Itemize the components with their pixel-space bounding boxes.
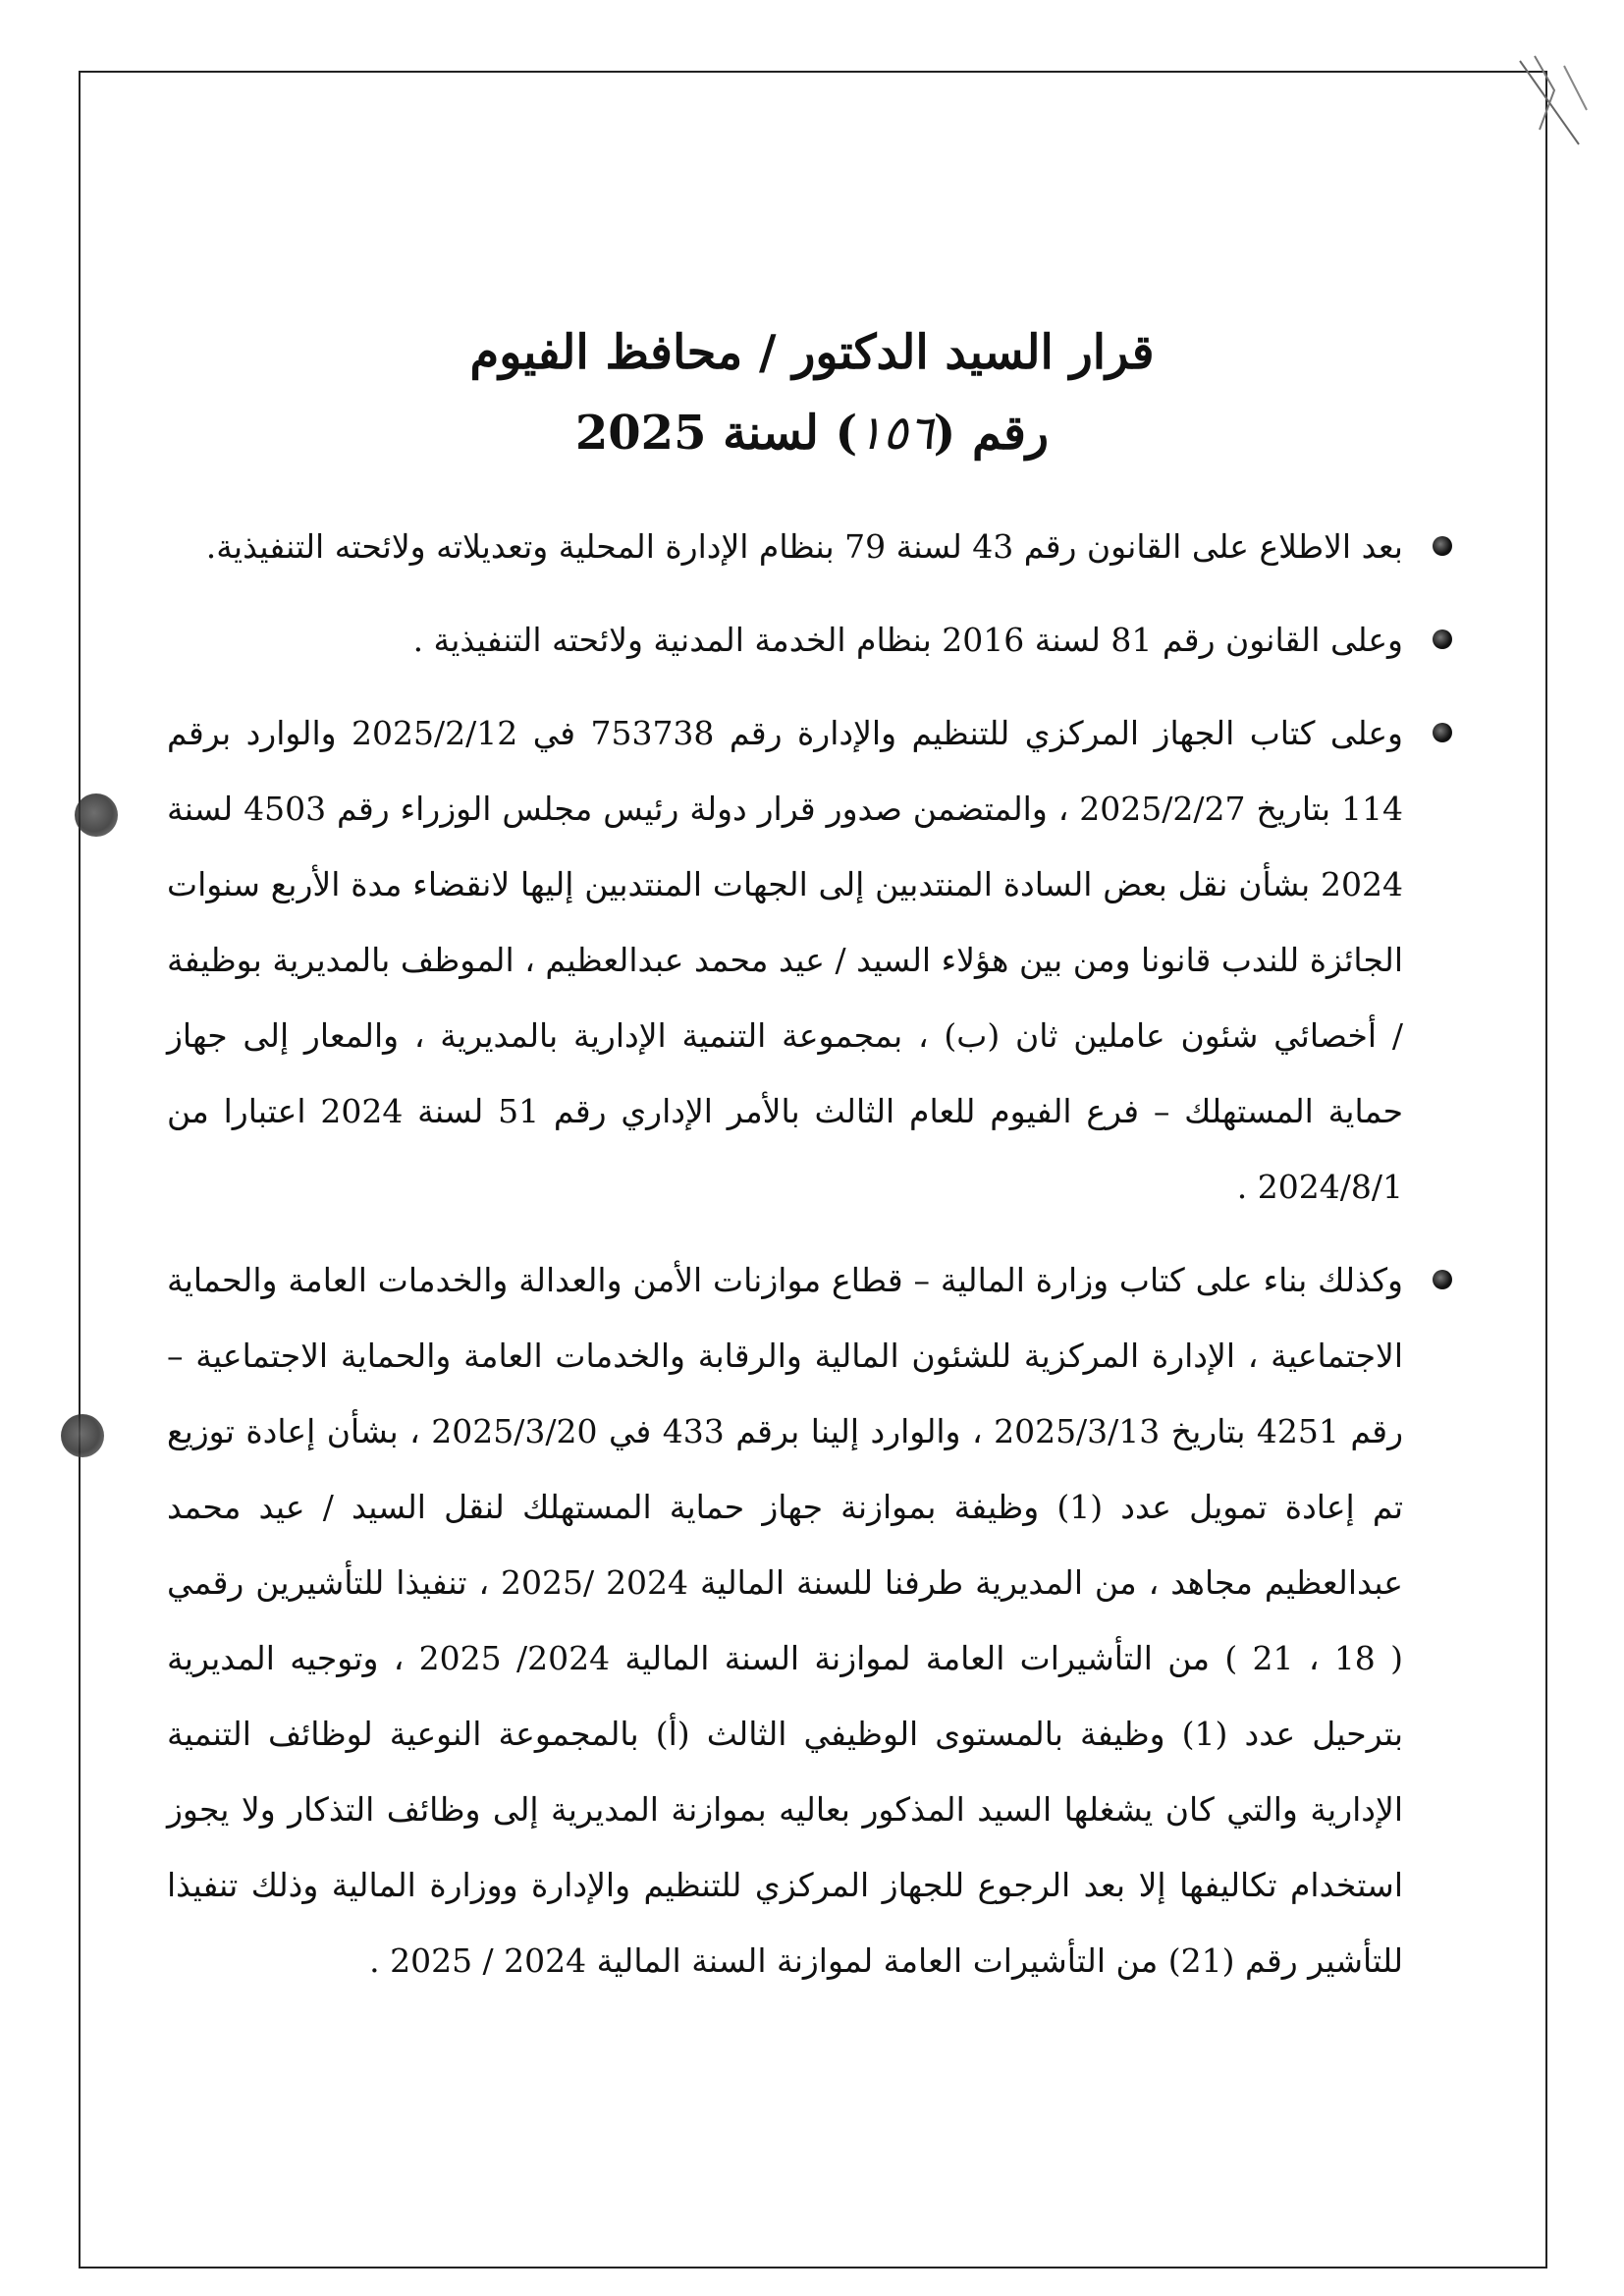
bullet-icon <box>1433 1270 1452 1289</box>
punch-hole-bottom <box>61 1414 104 1457</box>
punch-hole-top <box>75 793 118 837</box>
clause-text: وعلى كتاب الجهاز المركزي للتنظيم والإدارة رقم 753738 في 2025/2/12 والوارد برقم 114 بتاريخ 2025/2/27 ، والمتضمن صدور قرار دولة رئيس مجلس الوزراء رقم 4503 لسنة 2024 بشأن نقل بعض السادة المنتدبين إلى الجهات المنتدبين إليها لانقضاء مدة الأربع سنوات الجائزة للندب قانونا ومن بين هؤلاء السيد / عيد محمد عبدالعظيم ، الموظف بالمديرية بوظيفة / أخصائي شئون عاملين ثان (ب) ، بمجموعة التنمية الإدارية بالمديرية ، والمعار إلى جهاز حماية المستهلك – فرع الفيوم للعام الثالث بالأمر الإداري رقم 51 لسنة 2024 اعتبارا من 2024/8/1 . <box>167 714 1403 1206</box>
decision-body <box>167 509 1452 2016</box>
decision-number-line <box>295 393 1329 473</box>
decision-title: قرار السيد الدكتور / محافظ الفيوم <box>469 325 1155 380</box>
decision-number-handwritten: ١٥٦ <box>857 406 934 461</box>
decision-heading <box>295 312 1329 473</box>
staple-mark <box>1510 51 1598 159</box>
decision-number-suffix: ) لسنة 2025 <box>574 406 858 461</box>
bullet-icon <box>1433 629 1452 649</box>
bullet-icon <box>1433 536 1452 556</box>
clause-item <box>167 695 1452 1225</box>
bullet-icon <box>1433 723 1452 742</box>
clause-text: بعد الاطلاع على القانون رقم 43 لسنة 79 بنظام الإدارة المحلية وتعديلاته ولائحته التنفيذية. <box>205 527 1403 566</box>
decision-number-prefix: رقم ( <box>933 406 1050 461</box>
clause-text: وعلى القانون رقم 81 لسنة 2016 بنظام الخدمة المدنية ولائحته التنفيذية . <box>412 621 1403 659</box>
clause-item <box>167 602 1452 678</box>
clause-item <box>167 1242 1452 1998</box>
clause-item <box>167 509 1452 584</box>
clause-text: وكذلك بناء على كتاب وزارة المالية – قطاع موازنات الأمن والعدالة والخدمات العامة والحماية الاجتماعية ، الإدارة المركزية للشئون المالية والرقابة والخدمات العامة والحماية الاجتماعية – رقم 4251 بتاريخ 2025/3/13 ، والوارد إلينا برقم 433 في 2025/3/20 ، بشأن إعادة توزيع تم إعادة تمويل عدد (1) وظيفة بموازنة جهاز حماية المستهلك لنقل السيد / عيد محمد عبدالعظيم مجاهد ، من المديرية طرفنا للسنة المالية 2024 /2025 ، تنفيذا للتأشيرين رقمي ( 18 ، 21 ) من التأشيرات العامة لموازنة السنة المالية 2024/ 2025 ، وتوجيه المديرية بترحيل عدد (1) وظيفة بالمستوى الوظيفي الثالث (أ) بالمجموعة النوعية لوظائف التنمية الإدارية والتي كان يشغلها السيد المذكور بعاليه بموازنة المديرية إلى وظائف التذكار ولا يجوز استخدام تكاليفها إلا بعد الرجوع للجهاز المركزي للتنظيم والإدارة ووزارة المالية وذلك تنفيذا للتأشير رقم (21) من التأشيرات العامة لموازنة السنة المالية 2024 / 2025 . <box>167 1261 1404 1980</box>
